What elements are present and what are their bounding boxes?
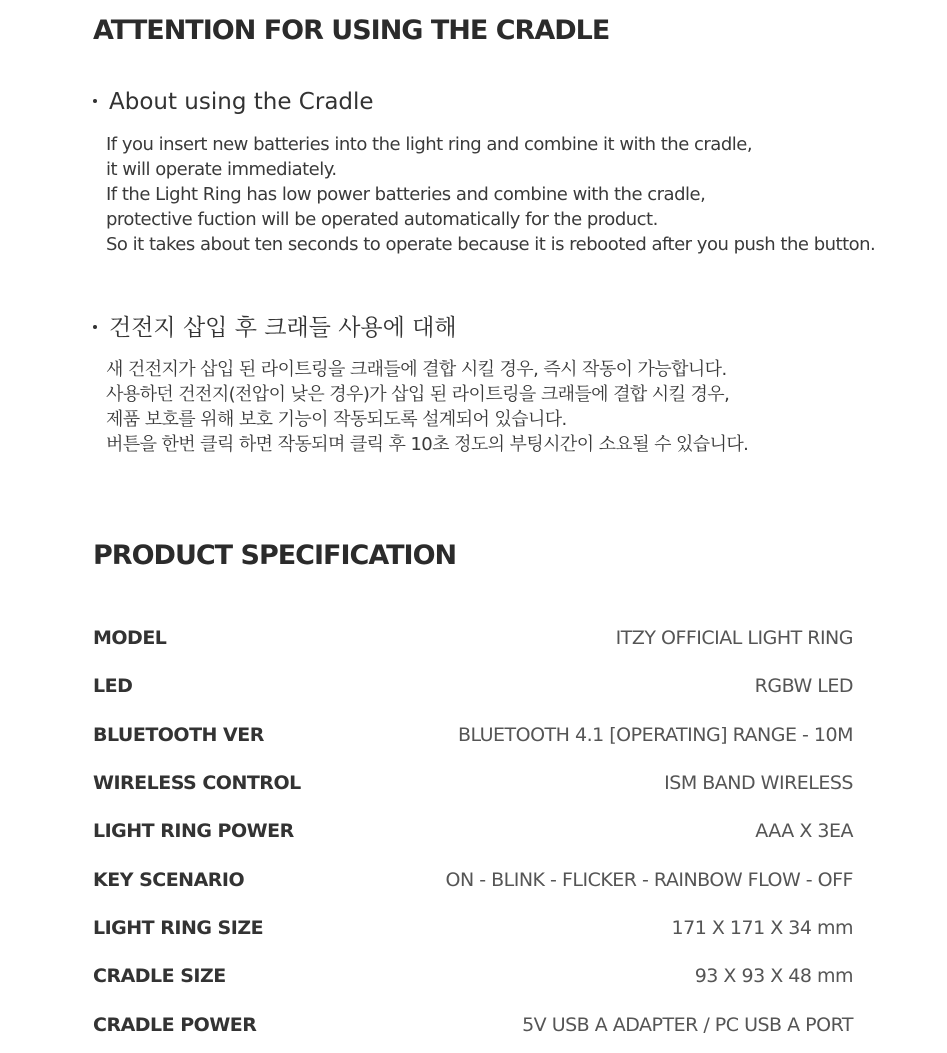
spec-value: RGBW LED <box>754 675 853 698</box>
spec-label: LIGHT RING SIZE <box>93 916 264 939</box>
spec-row-led <box>93 662 853 710</box>
spec-label: BLUETOOTH VER <box>93 723 264 746</box>
english-notice-line: it will operate immediately. <box>106 159 337 180</box>
spec-label: CRADLE POWER <box>93 1013 257 1036</box>
english-notice-body <box>106 132 875 257</box>
spec-label: WIRELESS CONTROL <box>93 772 301 795</box>
spec-value: ITZY OFFICIAL LIGHT RING <box>615 627 853 650</box>
spec-row-light-ring-power <box>93 807 853 855</box>
english-notice-heading <box>93 89 374 115</box>
english-notice-line: If you insert new batteries into the light ring and combine it with the cradle, <box>106 134 753 155</box>
spec-row-cradle-size <box>93 952 853 1000</box>
spec-label: LED <box>93 675 133 698</box>
spec-row-wireless <box>93 759 853 807</box>
bullet-dot-icon <box>93 99 97 103</box>
bullet-dot-icon <box>93 325 97 329</box>
spec-value: ISM BAND WIRELESS <box>664 772 853 795</box>
korean-notice-line: 버튼을 한번 클릭 하면 작동되며 클릭 후 10초 정도의 부팅시간이 소요될 수 있습니다. <box>106 434 749 455</box>
spec-label: MODEL <box>93 627 167 650</box>
english-notice-line: protective fuction will be operated automatically for the product. <box>106 209 658 230</box>
korean-notice-heading <box>93 309 457 342</box>
spec-row-bluetooth <box>93 711 853 759</box>
spec-label: KEY SCENARIO <box>93 868 245 891</box>
spec-row-model <box>93 614 853 662</box>
english-notice-heading-text: About using the Cradle <box>109 89 374 115</box>
english-notice-line: If the Light Ring has low power batteries and combine with the cradle, <box>106 184 706 205</box>
attention-title: ATTENTION FOR USING THE CRADLE <box>93 15 610 46</box>
spec-row-cradle-power <box>93 1000 853 1048</box>
spec-table <box>93 614 853 1049</box>
korean-notice-body <box>106 357 748 457</box>
english-notice-line: So it takes about ten seconds to operate because it is rebooted after you push the button. <box>106 234 876 255</box>
spec-label: LIGHT RING POWER <box>93 820 294 843</box>
spec-row-light-ring-size <box>93 904 853 952</box>
spec-value: AAA X 3EA <box>755 820 853 843</box>
spec-value: 171 X 171 X 34 mm <box>671 916 853 939</box>
spec-value: 93 X 93 X 48 mm <box>694 965 853 988</box>
korean-notice-line: 사용하던 건전지(전압이 낮은 경우)가 삽입 된 라이트링을 크래들에 결합 시킬 경우, <box>106 384 730 405</box>
spec-value: 5V USB A ADAPTER / PC USB A PORT <box>522 1013 853 1036</box>
korean-notice-line: 제품 보호를 위해 보호 기능이 작동되도록 설계되어 있습니다. <box>106 409 567 430</box>
spec-title: PRODUCT SPECIFICATION <box>93 540 457 571</box>
korean-notice-line: 새 건전지가 삽입 된 라이트링을 크래들에 결합 시킬 경우, 즉시 작동이 가능합니다. <box>106 359 727 380</box>
spec-label: CRADLE SIZE <box>93 965 226 988</box>
korean-notice-heading-text: 건전지 삽입 후 크래들 사용에 대해 <box>109 315 457 341</box>
spec-value: ON - BLINK - FLICKER - RAINBOW FLOW - OFF <box>445 868 853 891</box>
spec-row-key-scenario <box>93 855 853 903</box>
spec-value: BLUETOOTH 4.1 [OPERATING] RANGE - 10M <box>457 723 853 746</box>
